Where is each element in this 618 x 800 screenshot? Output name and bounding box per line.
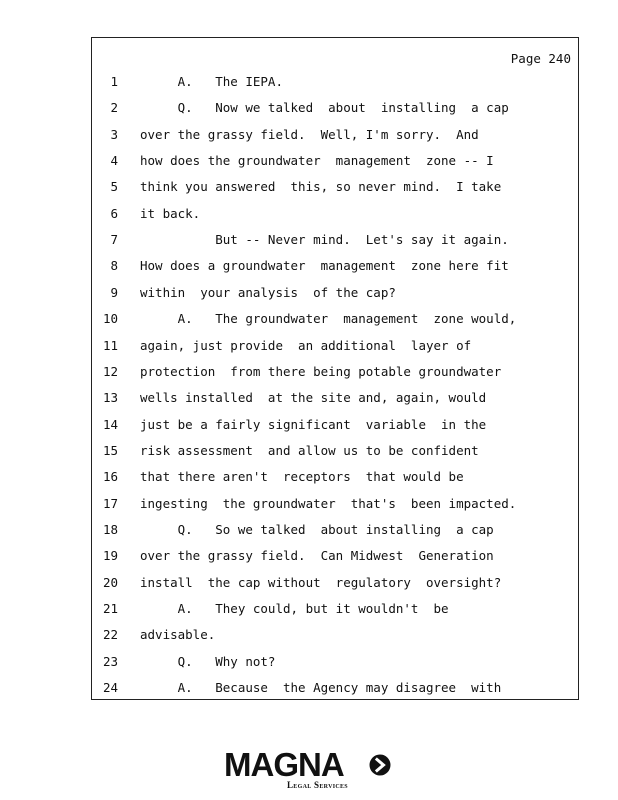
- line-number: 16: [102, 469, 118, 485]
- transcript-line: [92, 417, 578, 437]
- line-text: think you answered this, so never mind. I take: [140, 179, 502, 195]
- transcript-line: [92, 575, 578, 595]
- line-number: 19: [102, 548, 118, 564]
- line-text: Q. Now we talked about installing a cap: [140, 100, 509, 116]
- line-number: 2: [110, 100, 118, 116]
- line-number: 21: [102, 601, 118, 616]
- line-text: risk assessment and allow us to be confident: [140, 442, 479, 458]
- line-number: 14: [102, 416, 118, 432]
- line-number: 9: [110, 284, 118, 300]
- line-number: 3: [110, 126, 118, 142]
- line-number: 6: [110, 205, 118, 221]
- line-number: 1: [110, 74, 118, 89]
- line-text: ingesting the groundwater that's been impacted.: [140, 495, 517, 511]
- transcript-line: [92, 127, 578, 147]
- line-text: over the grassy field. Can Midwest Generation: [140, 548, 494, 564]
- line-number: 22: [102, 627, 118, 643]
- transcript-line: [92, 206, 578, 226]
- line-number: 15: [102, 442, 118, 458]
- line-text: A. Because the Agency may disagree with: [140, 680, 502, 696]
- transcript-line: [92, 153, 578, 173]
- transcript-line: [92, 680, 578, 700]
- transcript-line: [92, 364, 578, 384]
- line-text: wells installed at the site and, again, would: [140, 390, 487, 406]
- page-number: Page 240: [510, 51, 571, 66]
- line-number: 12: [102, 363, 118, 379]
- transcript-page: [91, 37, 579, 700]
- transcript-line: [92, 285, 578, 305]
- line-number: 13: [102, 390, 118, 406]
- transcript-line: [92, 100, 578, 120]
- line-number: 7: [110, 232, 118, 248]
- line-text: But -- Never mind. Let's say it again.: [140, 232, 509, 248]
- line-number: 20: [102, 574, 118, 590]
- line-text: protection from there being potable groundwater: [140, 363, 502, 379]
- line-text: A. They could, but it wouldn't be: [140, 601, 449, 616]
- line-number: 11: [102, 337, 118, 353]
- transcript-line: [92, 548, 578, 568]
- transcript-line: [92, 74, 578, 94]
- line-text: over the grassy field. Well, I'm sorry. And: [140, 126, 479, 142]
- line-text: within your analysis of the cap?: [140, 284, 396, 300]
- line-text: advisable.: [140, 627, 216, 643]
- chevron-right-icon: [369, 754, 391, 776]
- line-text: that there aren't receptors that would be: [140, 469, 464, 485]
- line-number: 18: [102, 521, 118, 537]
- transcript-line: [92, 232, 578, 252]
- line-number: 8: [110, 258, 118, 274]
- transcript-line: [92, 258, 578, 278]
- line-text: it back.: [140, 205, 201, 221]
- transcript-line: [92, 311, 578, 331]
- magna-logo: [224, 748, 396, 792]
- line-text: Q. Why not?: [140, 653, 276, 669]
- transcript-line: [92, 654, 578, 674]
- line-text: A. The groundwater management zone would,: [140, 311, 517, 327]
- transcript-line: [92, 601, 578, 621]
- line-number: 24: [102, 680, 118, 696]
- line-text: A. The IEPA.: [140, 74, 283, 89]
- line-number: 4: [110, 153, 118, 169]
- transcript-line: [92, 522, 578, 542]
- line-text: again, just provide an additional layer of: [140, 337, 472, 353]
- line-text: how does the groundwater management zone -- I: [140, 153, 494, 169]
- line-text: install the cap without regulatory oversight?: [140, 574, 502, 590]
- line-text: Q. So we talked about installing a cap: [140, 521, 494, 537]
- logo-wordmark: MAGNA: [224, 746, 344, 783]
- line-number: 17: [102, 495, 118, 511]
- line-number: 5: [110, 179, 118, 195]
- line-number: 23: [102, 653, 118, 669]
- transcript-line: [92, 469, 578, 489]
- line-text: just be a fairly significant variable in the: [140, 416, 487, 432]
- line-number: 10: [102, 311, 118, 327]
- transcript-line: [92, 338, 578, 358]
- transcript-line: [92, 496, 578, 516]
- transcript-line: [92, 627, 578, 647]
- logo-subtitle: Legal Services: [287, 780, 348, 790]
- transcript-line: [92, 390, 578, 410]
- line-text: How does a groundwater management zone here fit: [140, 258, 509, 274]
- transcript-line: [92, 179, 578, 199]
- transcript-line: [92, 443, 578, 463]
